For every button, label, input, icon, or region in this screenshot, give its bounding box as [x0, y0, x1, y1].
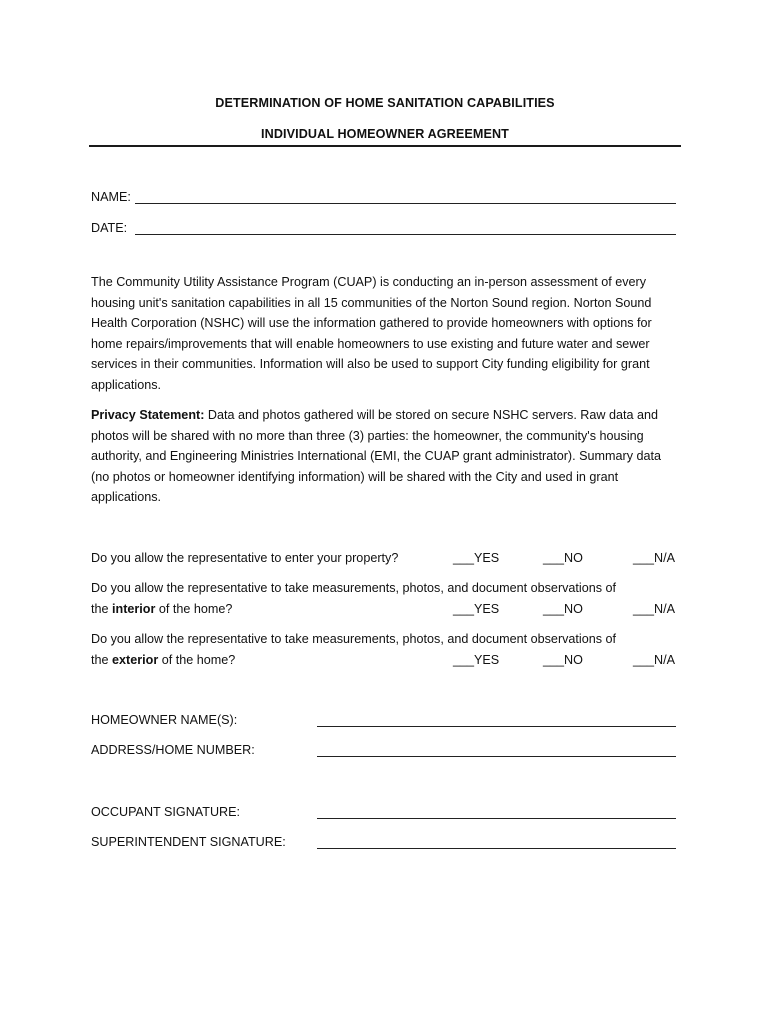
date-field-row	[91, 221, 676, 239]
program-description: The Community Utility Assistance Program (CUAP) is conducting an in-person assessment of every housing unit's sanitation capabilities in all 15 communities of the Norton Sound region. Norton Sound Health Corporation (NSHC) will use the information gathered to provide homeowners with options for home repairs/improvements that will enable homeowners to use existing and future water and sewer services in their communities. Information will also be used to support City funding eligibility for grant applications.	[91, 275, 652, 392]
date-field[interactable]	[135, 234, 676, 235]
privacy-text: Data and photos gathered will be stored on secure NSHC servers. Raw data and photos will be shared with no more than three (3) parties: the homeowner, the community's housing authority, and Engineering Ministries International (EMI, the CUAP grant administrator). Summary data (no photos or homeowner identifying information) will be shared with the City and used in grant applications.	[91, 408, 662, 504]
question-enter-property	[91, 548, 679, 569]
address-row	[91, 743, 676, 761]
occupant-signature-row	[91, 805, 676, 823]
question-text-continued: the interior of the home?	[91, 601, 233, 616]
occupant-signature-field[interactable]	[317, 818, 676, 819]
na-option[interactable]: ___N/A	[633, 601, 676, 616]
question-text-continued: the exterior of the home?	[91, 652, 236, 667]
name-field[interactable]	[135, 203, 676, 204]
yes-option[interactable]: ___YES	[453, 551, 500, 565]
superintendent-signature-field[interactable]	[317, 848, 676, 849]
yes-option[interactable]: ___YES	[453, 652, 500, 667]
date-label: DATE:	[91, 221, 128, 235]
question-text: Do you allow the representative to take measurements, photos, and document observations of	[91, 632, 617, 646]
address-label: ADDRESS/HOME NUMBER:	[91, 743, 255, 757]
homeowner-names-row	[91, 713, 676, 731]
superintendent-signature-label: SUPERINTENDENT SIGNATURE:	[91, 835, 286, 849]
superintendent-signature-row	[91, 835, 676, 853]
no-option[interactable]: ___NO	[543, 601, 583, 616]
homeowner-names-label: HOMEOWNER NAME(S):	[91, 713, 238, 727]
title-divider	[89, 145, 681, 147]
name-label: NAME:	[91, 190, 131, 204]
document-subtitle: INDIVIDUAL HOMEOWNER AGREEMENT	[261, 127, 509, 141]
question-interior	[91, 578, 679, 619]
privacy-heading: Privacy Statement:	[91, 408, 205, 422]
na-option[interactable]: ___N/A	[633, 652, 676, 667]
yes-option[interactable]: ___YES	[453, 601, 500, 616]
privacy-statement	[91, 405, 679, 508]
name-field-row	[91, 190, 676, 208]
document-title: DETERMINATION OF HOME SANITATION CAPABILITIES	[215, 96, 555, 110]
na-option[interactable]: ___N/A	[633, 551, 676, 565]
exterior-emphasis: exterior	[112, 652, 159, 667]
no-option[interactable]: ___NO	[543, 652, 583, 667]
question-text: Do you allow the representative to take measurements, photos, and document observations of	[91, 581, 617, 595]
interior-emphasis: interior	[112, 601, 156, 616]
no-option[interactable]: ___NO	[543, 551, 583, 565]
occupant-signature-label: OCCUPANT SIGNATURE:	[91, 805, 241, 819]
address-field[interactable]	[317, 756, 676, 757]
question-exterior	[91, 629, 679, 670]
question-text: Do you allow the representative to enter your property?	[91, 551, 399, 565]
homeowner-names-field[interactable]	[317, 726, 676, 727]
